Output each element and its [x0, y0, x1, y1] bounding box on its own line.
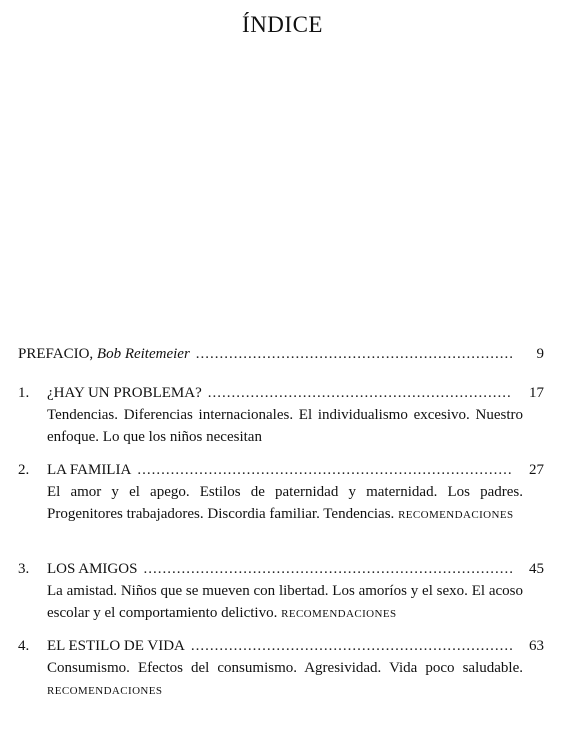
- chapter-title: ¿HAY UN PROBLEMA?: [47, 385, 202, 401]
- chapter-description: [47, 580, 523, 625]
- toc-entry-chapter-1: [18, 382, 544, 448]
- recommendations-label: RECOMENDACIONES: [281, 608, 397, 620]
- toc-entry-line: [18, 382, 544, 404]
- chapter-topics: La amistad. Niños que se mueven con libertad. Los amoríos y el sexo. El acoso escolar y el comportamiento delictivo.: [47, 583, 523, 621]
- chapter-title: LOS AMIGOS: [47, 561, 138, 577]
- chapter-number: 4.: [18, 638, 30, 654]
- dot-leader: [137, 459, 512, 481]
- page-number: 9: [536, 346, 544, 362]
- chapter-number: 3.: [18, 561, 30, 577]
- toc-entry-chapter-3: [18, 558, 544, 625]
- toc-entry-title: [18, 343, 190, 365]
- recommendations-label: RECOMENDACIONES: [398, 509, 514, 521]
- toc-entry-line: [18, 558, 544, 580]
- chapter-topics: Consumismo. Efectos del consumismo. Agresividad. Vida poco saludable.: [47, 660, 523, 676]
- page-number: 17: [529, 385, 544, 401]
- chapter-title: EL ESTILO DE VIDA: [47, 638, 185, 654]
- toc-entry-line: [18, 343, 544, 365]
- chapter-description: [47, 657, 523, 702]
- toc-entry-prefacio: [18, 343, 544, 365]
- page-title: ÍNDICE: [242, 12, 323, 37]
- page-number: 27: [529, 462, 544, 478]
- toc-entry-chapter-4: [18, 635, 544, 702]
- chapter-description: [47, 404, 523, 448]
- toc-entry-line: [18, 459, 544, 481]
- entry-title-text: PREFACIO,: [18, 346, 97, 362]
- chapter-number: 1.: [18, 385, 30, 401]
- page-number: 45: [529, 561, 544, 577]
- entry-author: Bob Reitemeier: [96, 346, 190, 362]
- toc-entry-line: [18, 635, 544, 657]
- dot-leader: [208, 382, 512, 404]
- recommendations-label: RECOMENDACIONES: [47, 685, 163, 697]
- toc-entry-chapter-2: [18, 459, 544, 526]
- dot-leader: [143, 558, 512, 580]
- chapter-description: [47, 481, 523, 526]
- dot-leader: [196, 343, 512, 365]
- chapter-number: 2.: [18, 462, 30, 478]
- chapter-title: LA FAMILIA: [47, 462, 132, 478]
- dot-leader: [191, 635, 512, 657]
- chapter-topics: Tendencias. Diferencias internacionales. El individualismo excesivo. Nuestro enfoque. Lo que los niños necesitan: [47, 407, 523, 445]
- page-number: 63: [529, 638, 544, 654]
- chapter-topics: El amor y el apego. Estilos de paternidad y maternidad. Los padres. Progenitores trabajadores. Discordia familiar. Tendencias.: [47, 484, 523, 522]
